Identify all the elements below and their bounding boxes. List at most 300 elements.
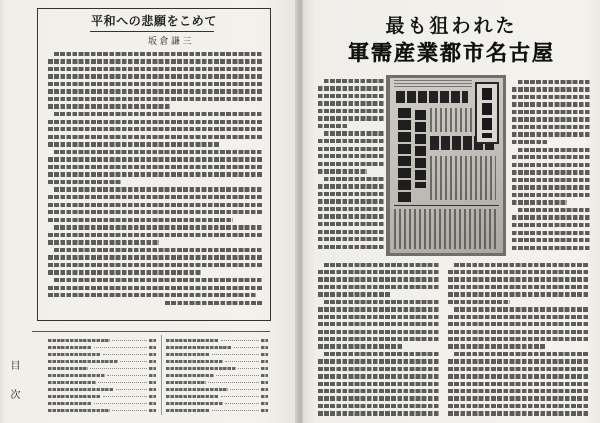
text-line: [318, 228, 385, 236]
text-line: [512, 229, 592, 237]
toc-dotted-leader: [116, 389, 147, 390]
text-line: [318, 205, 385, 213]
text-line-ink: [318, 277, 440, 281]
text-line-ink: [448, 270, 589, 274]
toc-page-number: [149, 381, 156, 385]
text-line: [448, 395, 591, 402]
text-line: [512, 191, 592, 199]
text-line: [448, 410, 591, 417]
toc-column-right: [166, 337, 268, 414]
toc-dotted-leader: [212, 354, 259, 355]
text-line-ink: [48, 240, 159, 244]
text-line: [318, 145, 385, 153]
text-line-ink: [48, 59, 263, 63]
text-line: [318, 358, 441, 365]
toc-label: 目次: [8, 360, 19, 418]
toc-page-number: [149, 346, 156, 350]
text-line-ink: [318, 230, 385, 234]
text-line: [48, 80, 264, 88]
text-line: [448, 373, 591, 380]
text-line: [318, 137, 385, 145]
text-line: [318, 291, 441, 298]
text-line-ink: [512, 185, 591, 189]
toc-page-number: [261, 360, 268, 364]
text-line-ink: [454, 263, 589, 267]
text-line-ink: [318, 322, 440, 326]
text-line: [448, 298, 591, 305]
text-line-ink: [512, 215, 591, 219]
toc-dotted-leader: [120, 361, 147, 362]
text-line-ink: [318, 184, 385, 188]
toc-entry-title: [166, 395, 219, 399]
toc-entry: [48, 386, 156, 393]
text-line-ink: [318, 245, 385, 249]
text-line: [512, 199, 592, 207]
text-line: [318, 160, 385, 168]
toc-entry-title: [48, 346, 92, 350]
text-line-ink: [48, 255, 263, 259]
text-line-ink: [54, 187, 263, 191]
toc-entry-title: [166, 388, 228, 392]
toc-page-number: [261, 346, 268, 350]
text-line-ink: [318, 94, 385, 98]
newspaper-vertical-headline: [398, 108, 411, 202]
toc-dotted-leader: [94, 403, 147, 404]
text-line: [48, 193, 264, 201]
text-line: [318, 321, 441, 328]
text-line: [318, 213, 385, 221]
text-line: [512, 108, 592, 116]
newspaper-sheet: [390, 78, 503, 253]
toc-entry: [48, 365, 156, 372]
toc-entry-title: [48, 381, 96, 385]
toc-dotted-leader: [238, 368, 259, 369]
text-line-ink: [318, 374, 440, 378]
text-line-ink: [512, 140, 548, 144]
text-line: [318, 85, 385, 93]
text-line-ink: [448, 396, 589, 400]
toc-entry-title: [166, 339, 219, 343]
newspaper-body-text: [394, 209, 499, 249]
toc-entry-title: [166, 353, 210, 357]
text-line: [318, 190, 385, 198]
text-line-ink: [448, 330, 589, 334]
text-line-ink: [48, 218, 233, 222]
toc-entry-title: [48, 395, 101, 399]
text-line-ink: [448, 389, 589, 393]
text-line-ink: [48, 135, 263, 139]
text-line: [48, 58, 264, 66]
text-line-ink: [48, 120, 263, 124]
text-line-ink: [48, 195, 263, 199]
text-line-ink: [448, 322, 589, 326]
text-line: [448, 387, 591, 394]
text-line: [318, 122, 385, 130]
toc-dotted-leader: [234, 347, 259, 348]
text-line: [48, 148, 264, 156]
text-line-ink: [318, 147, 385, 151]
text-line-ink: [324, 79, 385, 83]
text-line-ink: [48, 180, 122, 184]
text-line: [48, 95, 264, 103]
newspaper-top-band: [394, 80, 472, 88]
text-line: [48, 246, 264, 254]
text-line: [48, 284, 264, 292]
text-line-ink: [48, 97, 263, 101]
toc-dotted-leader: [212, 410, 259, 411]
text-line-ink: [48, 82, 263, 86]
text-line-ink: [448, 292, 589, 296]
text-line-ink: [48, 89, 263, 93]
text-line-ink: [54, 52, 263, 56]
text-line: [512, 123, 592, 131]
text-line-ink: [512, 178, 591, 182]
toc-entry-title: [48, 353, 101, 357]
toc-page-number: [149, 388, 156, 392]
text-line: [318, 395, 441, 402]
toc-entry: [166, 358, 268, 365]
toc-dotted-leader: [221, 396, 259, 397]
toc-entry-title: [166, 367, 236, 371]
text-line-ink: [512, 95, 591, 99]
toc-entry-title: [48, 367, 88, 371]
toc-page-number: [261, 374, 268, 378]
text-line-ink: [318, 396, 440, 400]
toc-entry: [166, 400, 268, 407]
text-line: [448, 291, 591, 298]
toc-entry: [48, 337, 156, 344]
text-line: [48, 224, 264, 232]
text-line-ink: [318, 367, 440, 371]
text-line-ink: [318, 101, 385, 105]
toc-entry-title: [48, 409, 110, 413]
text-line: [318, 387, 441, 394]
text-line: [318, 220, 385, 228]
text-line-ink: [512, 125, 591, 129]
toc-page-number: [149, 402, 156, 406]
text-line-ink: [448, 337, 589, 341]
text-line: [318, 92, 385, 100]
toc-entry: [48, 407, 156, 414]
text-line: [48, 73, 264, 81]
text-line: [48, 269, 264, 277]
text-line: [318, 183, 385, 191]
toc-dotted-leader: [225, 361, 259, 362]
text-line: [318, 328, 441, 335]
text-line: [512, 176, 592, 184]
text-line: [512, 116, 592, 124]
text-line-ink: [318, 154, 385, 158]
text-line-ink: [512, 163, 591, 167]
toc-entry: [166, 365, 268, 372]
text-line-ink: [318, 270, 440, 274]
text-line: [512, 93, 592, 101]
text-line-ink: [324, 263, 440, 267]
foreword-title: 平和への悲願をこめて: [90, 14, 217, 28]
toc-dotted-leader: [112, 410, 147, 411]
text-line: [512, 101, 592, 109]
text-line: [48, 141, 264, 149]
toc-page-number: [149, 339, 156, 343]
text-line: [48, 118, 264, 126]
toc-page-number: [149, 374, 156, 378]
text-line-ink: [318, 116, 385, 120]
article-column-upper-left: [318, 77, 385, 251]
toc-dotted-leader: [107, 375, 147, 376]
newspaper-headline: [396, 91, 468, 103]
text-line-ink: [318, 86, 385, 90]
toc-page-number: [149, 367, 156, 371]
toc-page-number: [261, 388, 268, 392]
text-line: [48, 156, 264, 164]
text-line-ink: [518, 148, 591, 152]
text-line-ink: [318, 307, 440, 311]
toc-entry: [166, 337, 268, 344]
text-line-ink: [318, 359, 440, 363]
text-line: [48, 292, 264, 300]
text-line-ink: [512, 170, 591, 174]
toc-entry: [48, 400, 156, 407]
toc-entry-title: [166, 374, 214, 378]
toc-entry-title: [166, 409, 210, 413]
text-line: [318, 175, 385, 183]
toc-dotted-leader: [230, 389, 259, 390]
text-line-ink: [448, 404, 589, 408]
text-line-ink: [512, 193, 591, 197]
toc-page-number: [261, 409, 268, 413]
text-line: [448, 268, 591, 275]
toc-dotted-leader: [216, 375, 259, 376]
text-line-ink: [318, 109, 385, 113]
text-line: [448, 358, 591, 365]
toc-entry: [166, 344, 268, 351]
toc-dotted-leader: [90, 368, 147, 369]
newspaper-small-text: [430, 108, 472, 132]
text-line: [448, 350, 591, 357]
text-line-ink: [54, 278, 263, 282]
toc-entry-title: [48, 360, 118, 364]
text-line-ink: [165, 301, 263, 305]
article-title-line-1: 最も狙われた: [385, 15, 518, 37]
text-line: [48, 171, 264, 179]
text-line: [448, 283, 591, 290]
toc-entry: [166, 393, 268, 400]
text-line: [48, 178, 264, 186]
text-line: [318, 268, 441, 275]
toc-page-number: [149, 353, 156, 357]
text-line: [448, 335, 591, 342]
toc-column-divider: [161, 335, 162, 415]
text-line: [512, 236, 592, 244]
text-line: [318, 168, 385, 176]
text-line: [512, 244, 592, 252]
toc-entry-title: [166, 381, 206, 385]
toc-entry-title: [48, 339, 110, 343]
text-line: [318, 243, 385, 251]
toc-entry: [166, 372, 268, 379]
text-line-ink: [318, 411, 440, 415]
text-line-ink: [318, 389, 440, 393]
text-line-ink: [512, 87, 591, 91]
text-line: [48, 239, 264, 247]
text-line-ink: [54, 225, 263, 229]
text-line-ink: [318, 344, 403, 348]
text-line-ink: [512, 246, 591, 250]
text-line: [318, 335, 441, 342]
text-line-ink: [318, 382, 440, 386]
text-line-ink: [512, 132, 591, 136]
text-line-ink: [48, 104, 171, 108]
toc-entry: [48, 379, 156, 386]
text-line-ink: [324, 177, 385, 181]
toc-dotted-leader: [225, 403, 259, 404]
text-line-ink: [318, 207, 385, 211]
text-line-ink: [512, 238, 591, 242]
text-line-ink: [48, 74, 263, 78]
text-line: [48, 163, 264, 171]
newspaper-masthead-lettering: [482, 88, 492, 138]
text-line-ink: [512, 200, 567, 204]
text-line-ink: [512, 155, 591, 159]
text-line: [48, 261, 264, 269]
text-line: [48, 110, 264, 118]
text-line: [48, 88, 264, 96]
text-line-ink: [324, 131, 385, 135]
newspaper-photo: [386, 75, 506, 256]
text-line: [512, 138, 592, 146]
text-line: [512, 86, 592, 94]
toc-entry-title: [166, 346, 232, 350]
text-line-ink: [448, 411, 589, 415]
toc-entry: [166, 407, 268, 414]
text-line-ink: [318, 292, 391, 296]
text-line: [318, 235, 385, 243]
text-line-ink: [448, 315, 589, 319]
text-line: [512, 221, 592, 229]
toc-dotted-leader: [221, 340, 259, 341]
text-line: [512, 153, 592, 161]
text-line: [318, 283, 441, 290]
text-line: [48, 125, 264, 133]
text-line-ink: [318, 199, 385, 203]
text-line-ink: [48, 172, 263, 176]
text-line-ink: [448, 300, 510, 304]
text-line-ink: [48, 127, 263, 131]
text-line: [448, 276, 591, 283]
toc-entry-title: [48, 374, 105, 378]
toc-entry-title: [166, 402, 223, 406]
text-line-ink: [448, 277, 589, 281]
text-line-ink: [54, 112, 263, 116]
text-line: [448, 261, 591, 268]
text-line: [318, 130, 385, 138]
newspaper-masthead: [475, 82, 499, 144]
text-line-ink: [48, 157, 263, 161]
text-line: [512, 161, 592, 169]
toc-entry: [48, 358, 156, 365]
text-line: [512, 169, 592, 177]
toc-dotted-leader: [103, 354, 147, 355]
toc-dotted-leader: [98, 382, 147, 383]
toc-page-number: [261, 339, 268, 343]
text-line-ink: [318, 162, 385, 166]
text-line-ink: [318, 330, 440, 334]
text-line: [318, 77, 385, 85]
text-line-ink: [48, 210, 263, 214]
toc-entry: [166, 379, 268, 386]
text-line: [512, 78, 592, 86]
text-line: [448, 306, 591, 313]
text-line: [48, 276, 264, 284]
text-line: [48, 186, 264, 194]
text-line: [48, 216, 264, 224]
article-title-line-2: 軍需産業都市名古屋: [348, 40, 555, 65]
toc-dotted-leader: [94, 347, 147, 348]
text-line: [512, 214, 592, 222]
text-line-ink: [512, 231, 591, 235]
text-line-ink: [318, 169, 367, 173]
toc-entry-title: [48, 388, 114, 392]
text-line: [318, 373, 441, 380]
toc-entry: [166, 351, 268, 358]
text-line: [512, 131, 592, 139]
text-line: [318, 276, 441, 283]
text-line-ink: [448, 285, 589, 289]
newspaper-vertical-headline: [415, 110, 426, 188]
text-line-ink: [518, 80, 591, 84]
text-line: [318, 100, 385, 108]
text-line-ink: [48, 293, 257, 297]
text-line: [318, 198, 385, 206]
text-line: [318, 365, 441, 372]
text-line-ink: [448, 359, 589, 363]
text-line: [48, 254, 264, 262]
text-line-ink: [48, 165, 263, 169]
toc-dotted-leader: [103, 396, 147, 397]
text-line-ink: [54, 248, 263, 252]
text-line: [48, 201, 264, 209]
text-line: [48, 50, 264, 58]
toc-page-number: [261, 353, 268, 357]
text-line-ink: [324, 300, 440, 304]
text-line: [48, 208, 264, 216]
text-line: [318, 313, 441, 320]
text-line-ink: [448, 367, 589, 371]
text-line-ink: [48, 286, 263, 290]
text-line-ink: [54, 150, 263, 154]
text-line-ink: [318, 214, 385, 218]
toc-entry: [48, 393, 156, 400]
text-line-ink: [318, 315, 440, 319]
toc-page-number: [149, 395, 156, 399]
text-line-ink: [318, 139, 385, 143]
left-page: [0, 0, 297, 423]
text-line: [48, 103, 264, 111]
text-line: [512, 146, 592, 154]
text-line-ink: [48, 263, 263, 267]
text-line-ink: [318, 237, 385, 241]
text-line: [448, 343, 591, 350]
text-line-ink: [318, 192, 385, 196]
text-line-ink: [318, 222, 385, 226]
text-line-ink: [48, 270, 202, 274]
toc-dotted-leader: [112, 340, 147, 341]
toc-page-number: [261, 381, 268, 385]
toc-page-number: [149, 409, 156, 413]
text-line: [318, 261, 441, 268]
text-line: [448, 365, 591, 372]
toc-entry: [48, 351, 156, 358]
